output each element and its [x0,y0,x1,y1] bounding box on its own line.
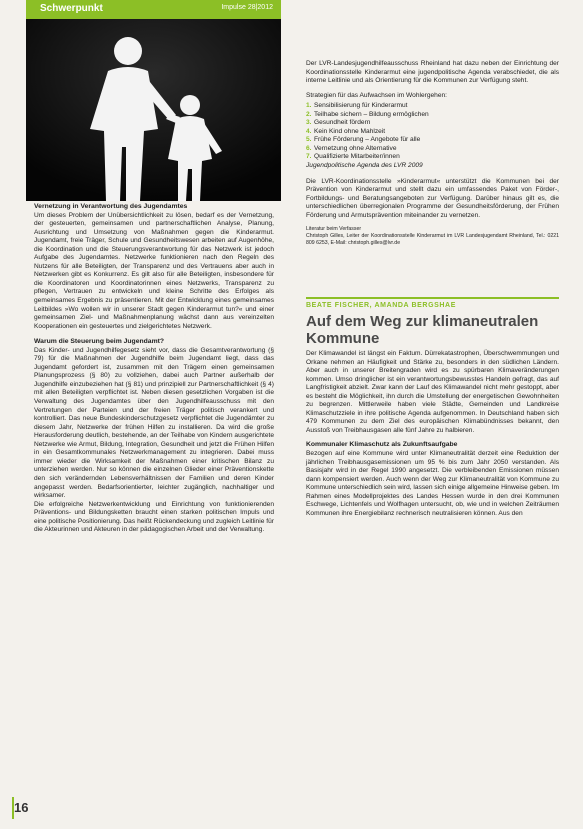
heading-vernetzung: Vernetzung in Verantwortung des Jugendamtes [34,203,188,210]
article-byline: BEATE FISCHER, AMANDA BERGSHAE [306,302,456,309]
list-item: 5. Frühe Förderung – Angebote für alle [306,136,421,144]
author-contact: Christoph Gilles, Leiter der Koordinationsstelle Kinderarmut im LVR Landesjugendamt Rheinland, Tel.: 0221 809 6253, E-Mail: christoph.gilles@lvr.de [306,233,559,247]
left-column [34,203,274,535]
paragraph-intro: Der LVR-Landesjugendhilfeausschuss Rheinland hat dazu neben der Einrichtung der Koordinationsstelle Kinderarmut eine jugendpolitische Agenda verabschiedet, die als interne Leitlinie und als Orientierung für die Kommunen zur Verfügung steht. [306,60,559,85]
heading-steuerung: Warum die Steuerung beim Jugendamt? [34,338,165,346]
paragraph-impuls: Die erfolgreiche Netzwerkentwicklung und Einrichtung von funktionierenden Präventions- und Bildungsketten braucht einen starken politischen Impuls und eine politische Positionierung. Das heißt Rückendeckung und zugleich Leitlinie für die Akteurinnen und Akteuren in der pädagogischen Arbeit und der Verwaltung. [34,500,274,534]
list-item: 1. Sensibilisierung für Kinderarmut [306,102,408,110]
author-info-block [306,226,559,247]
paragraph-vernetzung: Um dieses Problem der Unübersichtlichkeit zu lösen, bedarf es der Vernetzung, der gesteuerten, gemeinsamen und partnerschaftlichen Analyse, Planung, Ausrichtung und Umsetzung von Maßnahmen gegen die Kinderarmut. Jugendamt, freie Träger, Schule und Gesundheitswesen arbeiten auf Augenhöhe, die Koordination und die Steuerungsverantwortung für das Netzwerk ist jedoch Aufgabe des Jugendamtes. Netzwerke funktionieren nach den Regeln des Nutzens für alle Beteiligten, der Transparenz und des Vertrauens aber auch in Netzwerken gibt es Konkurrenz. Es gilt also für alle Beteiligten, insbesondere für die Koordinatoren und Koordinatorinnen eines Netzwerks, Transparenz zu pflegen, Vertrauen zu entwickeln und kleine Schritte des Erfolges als gemeinsames Ergebnis zu präsentieren. Mit der Entwicklung eines gemeinsames Leitbildes »Wo wollen wir in unserer Stadt gegen Kinderarmut tun?« und einer gemeinsamen Ziel- und Maßnahmenplanung wächst dann aus vereinzelten Kooperationen ein gesteuertes und zielgerichtetes Netzwerk. [34,211,274,330]
list-item: 2. Teilhabe sichern – Bildung ermöglichen [306,110,429,118]
list-item: 4. Kein Kind ohne Mahlzeit [306,127,386,135]
page-number: 16 [14,800,29,815]
paragraph-steuerung: Das Kinder- und Jugendhilfegesetz sieht vor, dass die Gesamtverantwortung (§ 79) für die Maßnahmen der Jugendhilfe beim Jugendamt liegt, dass das Jugendamt gefordert ist, zusammen mit den Trägern einen gemeinsamen Planungsprozess (§ 80) zu vollziehen, dabei auch Partner außerhalb der Jugendhilfe einzubeziehen hat (§ 81) und prinzipiell zur Partnerschaftlichkeit (§ 4) mit allen Beteiligten verpflichtet ist. Neben diesen gesetzlichen Vorgaben ist die Verwaltung des Jugendamtes über den Jugendhilfeausschuss mit den Vertretungen der Parteien und der freien Träger politisch verankert und kontrolliert. Das neue Bundeskinderschutzgesetz verpflichtet die Jugendämter zu diesem Jahr, Netzwerke der frühen Hilfen zu installieren. Da wird die große Herausforderung deutlich, bestehende, an der Teilhabe von Kindern ausgerichtete Netzwerke wie Armut, Bildung, Integration, Gesundheit und jetzt die Frühen Hilfen in ein Gesamtkommunales Netzwerkmanagement zu integrieren. Dabei muss immer wieder die Wirksamkeit der Maßnahmen einer kritischen Bilanz zu unterziehen werden. Nur so können die einzelnen Glieder einer Präventionskette den sich verändernden Lebensverhältnissen der Familien und deren Kinder angepasst werden. Bedarfsorientierter, leichter zugänglich, nachhaltiger und wirksamer. [34,346,274,500]
paragraph-koordination: Die LVR-Koordinationsstelle »Kinderarmut« unterstützt die Kommunen bei der Prävention von Kinderarmut und stellt dazu ein umfassendes Paket von Förder-, Fortbildungs- und Beratungsangeboten zur Verfügung. Darüber hinaus gilt es, die unterschiedlichen überregionalen Programme der Gesundheitsförderung, der Frühen Förderung und Armutsprävention miteinander zu vernetzen. [306,177,559,219]
list-item: 7. Qualifizierte Mitarbeiter/innen [306,153,400,161]
section-header [26,0,281,19]
article-divider [306,297,559,299]
right-column [306,60,559,247]
pedestrian-sign-photo [26,19,281,201]
strategies-title: Strategien für das Aufwachsen im Wohlergehen: [306,91,447,99]
article-paragraph-1: Der Klimawandel ist längst ein Faktum. Dürrekatastrophen, Überschwemmungen und Orkane nehmen an Häufigkeit und Stärke zu, besonders in den südlichen Ländern. Aber auch in unserer Breitengraden wird es zu spürbaren Klimaveränderungen kommen. Umso dringlicher ist ein verantwortungsbewusstes Handeln gefragt, das auf Langfristigkeit abzielt. Zwar kann der Lauf des Klimawandel nicht mehr gestoppt, aber es besteht die Möglichkeit, ihn durch die Umstellung der energetischen Gewohnheiten zu begrenzen. Mittlerweile haben viele Städte, Gemeinden und Landkreise Klimaschutzziele in ihre politische Agenda aufgenommen. In Deutschland haben sich 479 Kommunen zu dem Ziel des europäischen Klimabündnisses bekannt, den Ausstoß von Treibhausgasen alle fünf Jahre zu halbieren. [306,350,559,434]
article-title: Auf dem Weg zur klimaneutralen Kommune [306,313,539,347]
list-item: 3. Gesundheit fördern [306,119,371,127]
article-paragraph-2: Bezogen auf eine Kommune wird unter Klimaneutralität derzeit eine Reduktion der jährlichen Treibhausgasemissionen um 95 % bis zum Jahr 2050 verstanden. Als Basisjahr wird in der Regel 1990 angesetzt. Die verbleibenden Emissionen müssen dann kompensiert werden. Auch wenn der Weg zur Klimaneutralität von Kommune zu Kommune unterschiedlich sein wird, lassen sich einige allgemeine Hinweise geben. Im Rahmen eines Modellprojektes des Landes Hessen wurde in den drei Kommunen Eschwege, Lichtenfels und Wolfhagen untersucht, ob, wie und in welchen Zeiträumen Kommunen ihre Energiebilanz rechnerisch neutralisieren können. Aus den [306,450,559,517]
list-item: 6. Vernetzung ohne Alternative [306,144,397,152]
issue-label: Impulse 28|2012 [221,4,273,11]
article-heading-klimaschutz: Kommunaler Klimaschutz als Zukunftsaufgabe [306,441,458,449]
list-source: Jugendpolitische Agenda des LVR 2009 [306,162,423,170]
pedestrian-sign-icon [26,19,281,201]
literature-note: Literatur beim Verfasser [306,226,362,233]
strategies-list [306,102,559,162]
section-title: Schwerpunkt [40,3,103,14]
article-body [306,350,559,518]
